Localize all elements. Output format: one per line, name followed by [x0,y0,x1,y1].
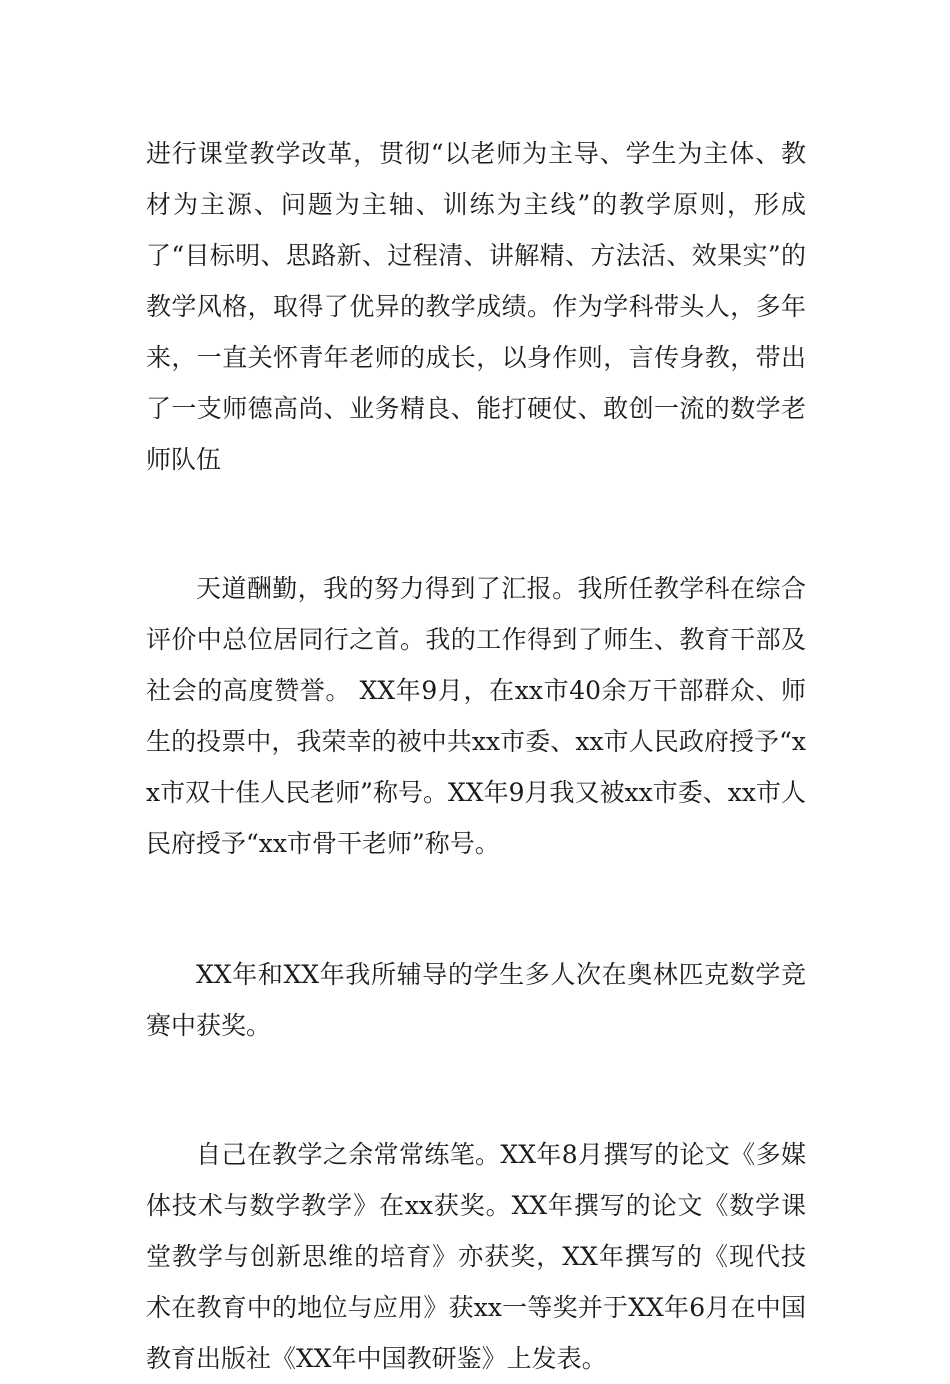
paragraph-teaching-reform: 进行课堂教学改革，贯彻“以老师为主导、学生为主体、教材为主源、问题为主轴、训练为主线”的教学原则，形成了“目标明、思路新、过程清、讲解精、方法活、效果实”的教学风格，取得了优异的教学成绩。作为学科带头人，多年来，一直关怀青年老师的成长，以身作则，言传身教，带出了一支师德高尚、业务精良、能打硬仗、敢创一流的数学老师队伍 [146,139,806,474]
paragraph-honors: 天道酬勤，我的努力得到了汇报。我所任教学科在综合评价中总位居同行之首。我的工作得到了师生、教育干部及社会的高度赞誉。 XX年9月，在xx市40余万干部群众、师生的投票中，我荣幸的被中共xx市委、xx市人民政府授予“xx市双十佳人民老师”称号。XX年9月我又被xx市委、xx市人民府授予“xx市骨干老师”称号。 [146,574,806,858]
paragraph-student-awards: XX年和XX年我所辅导的学生多人次在奥林匹克数学竞赛中获奖。 [146,960,806,1040]
paragraph-publications: 自己在教学之余常常练笔。XX年8月撰写的论文《多媒体技术与数学教学》在xx获奖。XX年撰写的论文《数学课堂教学与创新思维的培育》亦获奖，XX年撰写的《现代技术在教育中的地位与应用》获xx一等奖并于XX年6月在中国教育出版社《XX年中国教研鉴》上发表。 [146,1140,806,1373]
document-body [146,128,806,1384]
